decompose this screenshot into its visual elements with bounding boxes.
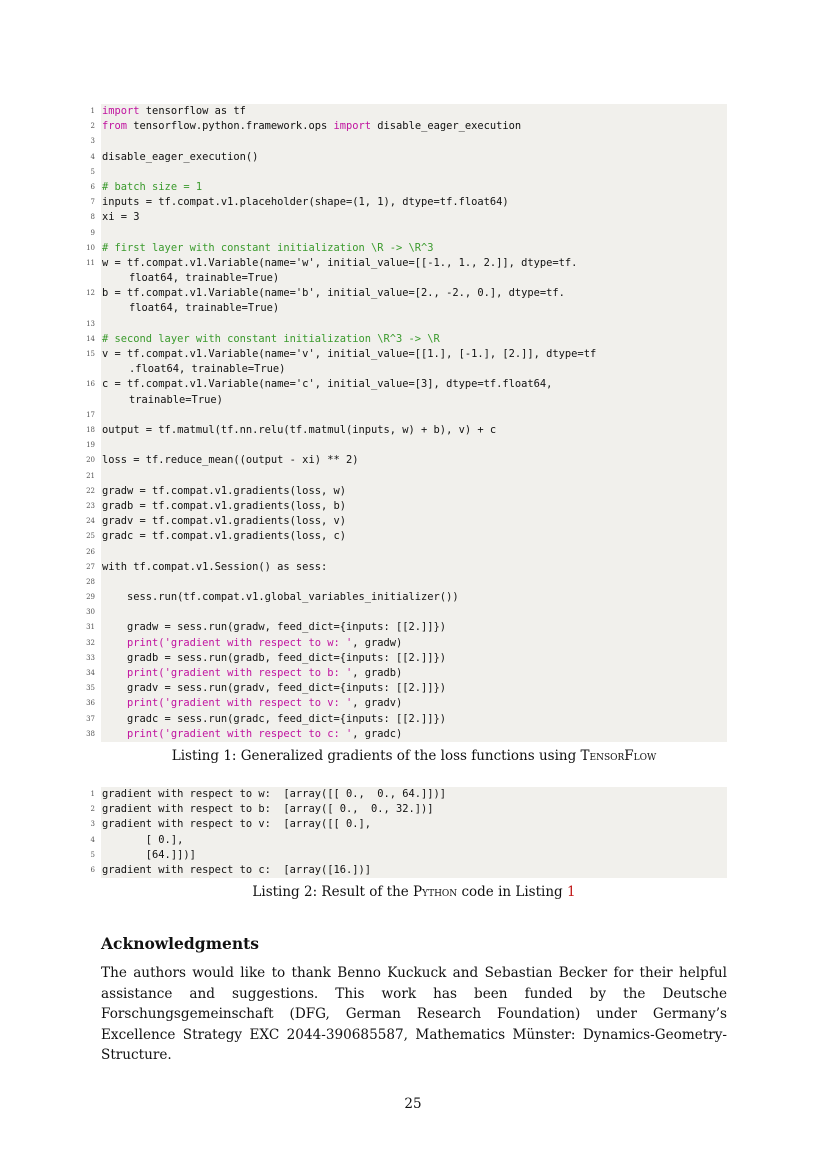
code-text (101, 241, 727, 256)
code-line (86, 575, 727, 590)
code-text (101, 863, 727, 878)
code-line (86, 286, 727, 316)
line-number: 5 (90, 167, 95, 176)
code-token: [ 0.], (102, 833, 184, 846)
caption-2-text: Listing 2: Result of the (252, 884, 414, 900)
code-line (86, 727, 727, 742)
code-token (102, 667, 127, 679)
line-number: 19 (86, 441, 95, 450)
line-number: 14 (86, 334, 95, 343)
code-line (90, 165, 727, 180)
code-listing-1 (86, 104, 727, 742)
code-line (86, 241, 727, 256)
line-number: 30 (86, 608, 95, 617)
line-number: 1 (90, 790, 95, 798)
code-token: gradient with respect to v: [array([[ 0.], (102, 818, 371, 831)
code-text (101, 560, 727, 575)
line-number: 33 (86, 653, 95, 662)
code-line (86, 666, 727, 681)
code-continuation: .float64, trainable=True) (129, 363, 286, 376)
code-token: inputs = tf.compat.v1.placeholder(shape=(1, 1), dtype=tf.float64) (102, 196, 509, 209)
code-line (86, 332, 727, 347)
code-token: , gradb) (352, 667, 403, 679)
keyword-token: print('gradient with respect to w: ' (127, 636, 353, 649)
code-token: gradv = tf.compat.v1.gradients(loss, v) (102, 515, 346, 528)
code-text (101, 787, 727, 802)
code-token: gradw = sess.run(gradw, feed_dict={inputs: [[2.]]}) (102, 621, 447, 634)
code-token: [64.]])] (102, 848, 196, 861)
line-number: 9 (90, 228, 95, 237)
code-line (86, 545, 727, 560)
line-number: 16 (86, 380, 95, 389)
code-token: disable_eager_execution (371, 120, 522, 133)
code-line (86, 696, 727, 711)
keyword-token: print('gradient with respect to c: ' (127, 727, 353, 740)
code-line (90, 134, 727, 149)
code-continuation: trainable=True) (129, 393, 223, 406)
line-number: 34 (86, 669, 95, 677)
code-text (101, 590, 727, 605)
keyword-token: from (102, 120, 128, 133)
line-number: 4 (90, 835, 95, 844)
code-text (101, 666, 727, 681)
comment-token: # second layer with constant initialization \R^3 -> \R (102, 332, 440, 345)
code-text (101, 453, 727, 468)
code-text (101, 636, 727, 651)
code-line (90, 863, 727, 878)
code-line (86, 408, 727, 423)
listing-1-caption (101, 748, 727, 764)
code-text (101, 195, 727, 210)
code-token: sess.run(tf.compat.v1.global_variables_initializer()) (102, 591, 459, 604)
keyword-token: print('gradient with respect to v: ' (127, 697, 353, 710)
line-number: 6 (90, 182, 95, 191)
code-line (86, 499, 727, 514)
code-line (86, 620, 727, 635)
code-line (86, 438, 727, 453)
code-text (101, 180, 727, 195)
line-number: 35 (86, 684, 95, 693)
code-token (102, 637, 127, 649)
code-token: gradb = sess.run(gradb, feed_dict={inputs: [[2.]]}) (102, 651, 447, 664)
code-text (101, 681, 727, 696)
code-line (90, 195, 727, 210)
code-line (90, 104, 727, 119)
code-token: gradient with respect to c: [array([16.])] (102, 863, 371, 876)
code-line (86, 423, 727, 438)
code-text (101, 833, 727, 848)
line-number: 22 (86, 486, 95, 495)
line-number: 3 (90, 820, 95, 829)
code-line (86, 590, 727, 605)
code-text (101, 377, 727, 392)
code-token: gradb = tf.compat.v1.gradients(loss, b) (102, 499, 346, 512)
keyword-token: import (102, 105, 140, 117)
listing-1-reference-link[interactable]: 1 (566, 884, 576, 900)
line-number: 12 (86, 289, 95, 298)
line-number: 13 (86, 319, 95, 328)
line-number: 25 (86, 532, 95, 541)
caption-1-text: Listing 1: Generalized gradients of the loss functions using (171, 748, 581, 764)
code-text (101, 514, 727, 529)
code-line (86, 453, 727, 468)
code-token: loss = tf.reduce_mean((output - xi) ** 2) (102, 454, 359, 467)
listing-2-caption (101, 884, 727, 900)
line-number: 28 (86, 577, 95, 586)
code-line (86, 636, 727, 651)
code-token: v = tf.compat.v1.Variable(name='v', initial_value=[[1.], [-1.], [2.]], dtype=tf (102, 348, 597, 361)
code-text (101, 150, 727, 165)
code-token: , gradv) (352, 697, 403, 710)
code-token: w = tf.compat.v1.Variable(name='w', initial_value=[[-1., 1., 2.]], dtype=tf. (102, 256, 578, 269)
code-line (90, 119, 727, 134)
line-number: 1 (90, 107, 95, 115)
line-number: 5 (90, 850, 95, 859)
line-number: 23 (86, 501, 95, 510)
code-text (101, 817, 727, 832)
code-line (86, 484, 727, 499)
code-line (86, 681, 727, 696)
line-number: 31 (86, 623, 95, 632)
code-token: , gradc) (352, 727, 403, 740)
code-text (101, 651, 727, 666)
line-number: 3 (90, 137, 95, 146)
line-number: 8 (90, 213, 95, 222)
code-line (90, 833, 727, 848)
code-line (86, 529, 727, 544)
code-line (86, 651, 727, 666)
code-line (90, 226, 727, 241)
code-text (101, 484, 727, 499)
line-number: 4 (90, 152, 95, 161)
code-token: , gradw) (352, 636, 403, 649)
acknowledgments-paragraph: The authors would like to thank Benno Kuckuck and Sebastian Becker for their helpful assistance and suggestions. This work has been funded by the Deutsche Forschungsgemeinschaft (DFG, German Research Foundation) under Germany’s Excellence Strategy EXC 2044-390685587, Mathematics Münster: Dynamics-Geometry-Structure. (101, 965, 727, 1063)
caption-1-tensorflow: TensorFlow (580, 748, 657, 764)
code-text (101, 104, 727, 119)
line-number: 21 (86, 471, 95, 480)
code-line (90, 817, 727, 832)
line-number: 17 (86, 410, 95, 419)
line-number: 38 (86, 729, 95, 738)
line-number: 2 (90, 805, 95, 814)
code-continuation: float64, trainable=True) (129, 302, 280, 315)
line-number: 20 (86, 456, 95, 465)
code-continuation: float64, trainable=True) (129, 272, 280, 285)
line-number: 29 (86, 593, 95, 602)
code-token: with tf.compat.v1.Session() as sess: (102, 560, 328, 573)
code-text (101, 696, 727, 711)
code-text (101, 423, 727, 438)
code-token (102, 697, 127, 709)
caption-2-python: Python (413, 884, 458, 900)
line-number: 32 (86, 638, 95, 647)
code-text (101, 848, 727, 863)
line-number: 37 (86, 714, 95, 723)
code-text (101, 529, 727, 544)
code-line (86, 377, 727, 407)
code-line (86, 560, 727, 575)
line-number: 10 (86, 243, 95, 252)
code-token: tensorflow.python.framework.ops (127, 120, 334, 133)
code-token: c = tf.compat.v1.Variable(name='c', initial_value=[3], dtype=tf.float64, (102, 378, 553, 391)
code-token: gradient with respect to b: [array([ 0., 0., 32.])] (102, 803, 434, 816)
keyword-token: import (333, 120, 372, 133)
line-number: 24 (86, 517, 95, 526)
line-number: 7 (90, 198, 95, 207)
code-token: xi = 3 (102, 211, 140, 224)
code-line (90, 787, 727, 802)
code-token: tensorflow as tf (139, 105, 246, 117)
caption-2-middle: code in Listing (457, 884, 567, 900)
comment-token: # batch size = 1 (102, 180, 203, 193)
code-token: gradc = sess.run(gradc, feed_dict={inputs: [[2.]]}) (102, 712, 447, 725)
code-text (101, 712, 727, 727)
line-number: 11 (86, 258, 95, 267)
code-token: disable_eager_execution() (102, 150, 259, 163)
code-line (90, 150, 727, 165)
code-line (86, 256, 727, 286)
line-number: 27 (86, 562, 95, 571)
code-token: gradw = tf.compat.v1.gradients(loss, w) (102, 484, 346, 497)
code-token: b = tf.compat.v1.Variable(name='b', initial_value=[2., -2., 0.], dtype=tf. (102, 287, 565, 300)
line-number: 2 (90, 122, 95, 131)
code-token: output = tf.matmul(tf.nn.relu(tf.matmul(inputs, w) + b), v) + c (102, 424, 497, 436)
code-listing-2 (90, 787, 727, 878)
code-text (101, 119, 727, 134)
code-line (86, 514, 727, 529)
keyword-token: print('gradient with respect to b: ' (127, 667, 353, 679)
code-token: gradc = tf.compat.v1.gradients(loss, c) (102, 530, 346, 543)
code-text (101, 256, 727, 271)
code-token: gradv = sess.run(gradv, feed_dict={inputs: [[2.]]}) (102, 682, 447, 695)
code-line (86, 605, 727, 620)
code-line (86, 317, 727, 332)
code-text (101, 332, 727, 347)
code-text (101, 286, 727, 301)
code-text (101, 347, 727, 362)
code-text (101, 727, 727, 742)
code-text (101, 499, 727, 514)
line-number: 26 (86, 547, 95, 556)
line-number: 15 (86, 350, 95, 359)
code-token (102, 728, 127, 740)
code-text (101, 620, 727, 635)
code-line (86, 712, 727, 727)
code-line (90, 180, 727, 195)
page-number: 25 (404, 1096, 422, 1112)
line-number: 36 (86, 699, 95, 708)
line-number: 6 (90, 865, 95, 874)
code-line (90, 210, 727, 225)
comment-token: # first layer with constant initialization \R -> \R^3 (102, 241, 434, 254)
code-line (86, 469, 727, 484)
code-token: gradient with respect to w: [array([[ 0., 0., 64.]])] (102, 788, 447, 800)
code-text (101, 210, 727, 225)
code-line (90, 802, 727, 817)
code-line (90, 848, 727, 863)
acknowledgments-heading: Acknowledgments (101, 934, 259, 953)
code-line (86, 347, 727, 377)
code-text (101, 802, 727, 817)
line-number: 18 (86, 426, 95, 434)
